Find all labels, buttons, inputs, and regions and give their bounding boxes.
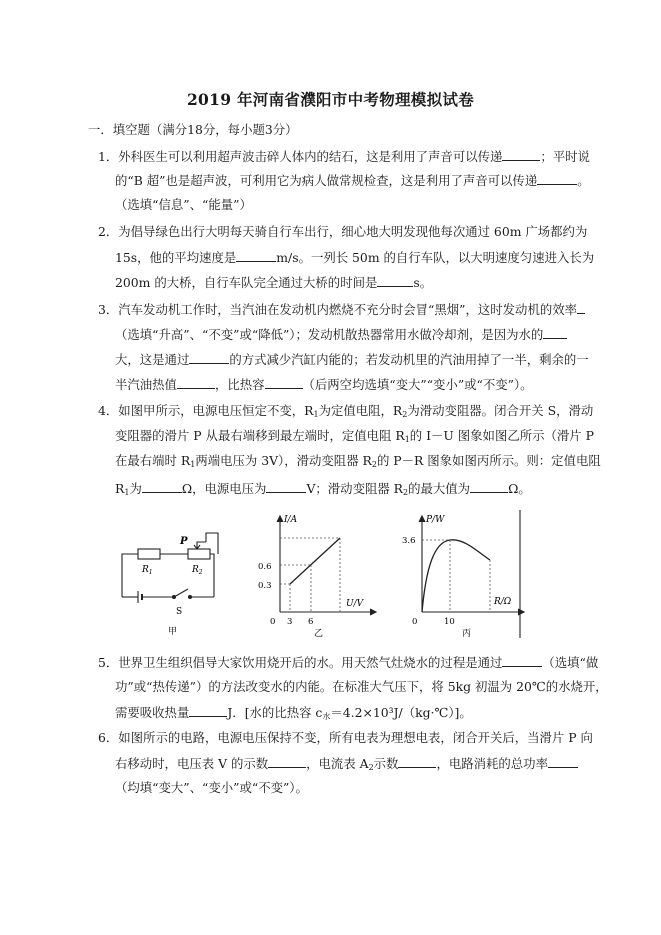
x-tick-label: 6	[308, 617, 314, 627]
q3-text-e: 半汽油热值	[115, 377, 177, 392]
question-1-line-3: （选填“信息”、“能量”）	[115, 197, 252, 212]
question-1-line-1	[98, 148, 590, 165]
q5-text-c: 需要吸收热量	[115, 705, 190, 720]
question-3-line-3	[115, 351, 589, 368]
q6-text-a: 右移动时，电压表 V 的示数	[115, 756, 269, 771]
y-tick-label: 0.6	[258, 562, 272, 572]
question-6-line-3: （均填“变大”、“变小”或“不变”）。	[115, 780, 308, 795]
q4-text-f: 在最右端时 R	[115, 453, 191, 468]
answer-blank[interactable]	[265, 376, 303, 389]
answer-blank[interactable]	[537, 172, 577, 185]
x-tick-label: 3	[287, 617, 293, 627]
answer-blank[interactable]	[236, 249, 276, 262]
q1-text-b: ；平时说	[540, 149, 590, 164]
page-title: 2019 年河南省濮阳市中考物理模拟试卷	[186, 90, 475, 109]
q4-text-m: 的最大值为	[408, 481, 471, 496]
y-tick-label: 0.3	[258, 581, 272, 591]
subscript: 2	[403, 488, 409, 497]
switch-label: S	[176, 607, 183, 617]
question-3-line-1	[98, 301, 585, 318]
q4-text-d: 变阻器的滑片 P 从最右端移到最左端时，定值电阻 R	[115, 428, 405, 443]
q5-text-d: J．[水的比热容 c	[227, 705, 323, 720]
q6-text-c: 示数	[373, 756, 399, 771]
x-axis-label: R/Ω	[494, 597, 512, 607]
q4-text-e: 的 I－U 图象如图乙所示（滑片 P	[409, 428, 594, 443]
q2-text-d: s。	[413, 275, 433, 290]
subscript: 2	[371, 460, 377, 469]
subscript: 1	[404, 435, 410, 444]
q3-text-b: （选填“升高”、“不变”或“降低”）；发动机散热器常用水做冷却剂，是因为水的	[115, 327, 544, 342]
r2-label: $R_2$	[192, 565, 203, 576]
question-4-line-4	[115, 480, 531, 501]
q2-text-b: m/s。一列长 50m 的自行车队，以大明速度匀速进入长为	[276, 250, 595, 265]
x-tick-label: 10	[444, 617, 455, 627]
q3-text-d: 的方式减少汽缸内能的；若发动机里的汽油用掉了一半，剩余的一	[229, 352, 589, 367]
section-heading: 一．填空题（满分18分，每小题3分）	[88, 122, 298, 137]
q3-text-a: 3．汽车发动机工作时，当汽油在发动机内燃烧不充分时会冒“黑烟”，这时发动机的效率	[98, 302, 578, 317]
answer-blank[interactable]	[268, 755, 306, 768]
x-axis-label: U/V	[346, 599, 364, 609]
y-tick-label: 3.6	[402, 536, 416, 546]
answer-blank[interactable]	[577, 301, 585, 314]
subscript: 1	[190, 460, 196, 469]
subscript: 1	[313, 410, 319, 419]
question-5-line-3	[115, 704, 472, 725]
answer-blank[interactable]	[177, 376, 215, 389]
q4-text-l: V；滑动变阻器 R	[306, 481, 404, 496]
pr-curve	[422, 540, 490, 612]
q1-text-c: 的“B 超”也是超声波，可利用它为病人做常规检查，这是利用了声音可以传递	[115, 173, 538, 188]
q1-text-a: 1．外科医生可以利用超声波击碎人体内的结石，这是利用了声音可以传递	[98, 149, 503, 164]
q4-text-n: Ω。	[508, 481, 531, 496]
origin-label: 0	[270, 617, 276, 627]
subscript: 2	[368, 763, 374, 772]
q4-text-j: 为	[129, 481, 142, 496]
question-4-line-3	[115, 453, 601, 473]
q6-text-b: ，电流表 A	[306, 756, 369, 771]
q2-text-c: 200m 的大桥，自行车队完全通过大桥的时间是	[115, 275, 378, 290]
question-2-line-3	[115, 274, 432, 291]
answer-blank[interactable]	[502, 654, 542, 667]
answer-blank[interactable]	[548, 755, 578, 768]
answer-blank[interactable]	[398, 755, 436, 768]
q5-text-b: （选填“做	[542, 655, 599, 670]
question-4-line-2	[115, 428, 594, 448]
q5-text-a: 5．世界卫生组织倡导大家饮用烧开后的水。用天然气灶烧水的过程是通过	[98, 655, 503, 670]
y-axis-label: I/A	[284, 515, 298, 525]
resistor-r2	[188, 549, 210, 559]
origin-label: 0	[412, 617, 418, 627]
q4-text-i: R	[115, 481, 125, 496]
answer-blank[interactable]	[377, 274, 413, 287]
question-5-line-1	[98, 654, 598, 671]
question-3-line-2	[115, 326, 567, 343]
answer-blank[interactable]	[189, 351, 229, 364]
question-1-line-2	[115, 172, 590, 189]
q2-text-a: 15s，他的平均速度是	[115, 250, 237, 265]
figure-caption-jia: 甲	[168, 627, 178, 637]
question-3-line-4	[115, 376, 533, 393]
answer-blank[interactable]	[543, 326, 567, 339]
q4-text-a: 4．如图甲所示，电源电压恒定不变，R	[98, 403, 314, 418]
q4-text-h: 的 P－R 图象如图丙所示。则：定值电阻	[376, 453, 601, 468]
q4-text-g: 两端电压为 3V），滑动变阻器 R	[195, 453, 372, 468]
y-axis-label: P/W	[426, 515, 445, 525]
subscript: 2	[402, 410, 408, 419]
q4-text-c: 为滑动变阻器。闭合开关 S，滑动	[407, 403, 594, 418]
iu-graph-yi	[252, 508, 384, 640]
answer-blank[interactable]	[502, 148, 540, 161]
subscript: 水	[322, 712, 331, 721]
question-2-line-2	[115, 249, 594, 266]
answer-blank[interactable]	[142, 480, 182, 493]
iu-line	[290, 538, 340, 584]
figure-caption-yi: 乙	[314, 629, 324, 639]
q1-text-d: 。	[577, 173, 590, 188]
pr-graph-bing	[398, 508, 530, 640]
q6-text-d: ，电路消耗的总功率	[436, 756, 548, 771]
q3-text-c: 大，这是通过	[115, 352, 190, 367]
answer-blank[interactable]	[266, 480, 306, 493]
resistor-r1	[138, 549, 160, 559]
question-5-line-2: 功”或“热传递”）的方法改变水的内能。在标准大气压下，将 5kg 初温为 20℃的水烧开，	[115, 679, 608, 694]
q4-text-k: Ω，电源电压为	[181, 481, 267, 496]
subscript: 1	[124, 488, 130, 497]
figure-caption-bing: 丙	[462, 629, 472, 639]
q5-text-e: ＝4.2×10³J/（kg·℃）]。	[330, 705, 472, 720]
answer-blank[interactable]	[470, 480, 508, 493]
question-2-line-1: 2．为倡导绿色出行大明每天骑自行车出行，细心地大明发现他每次通过 60m 广场都约为	[98, 224, 588, 239]
question-6-line-2	[115, 755, 578, 776]
slider-p-label: P	[180, 536, 188, 547]
r1-label: $R_1$	[142, 565, 153, 576]
q3-text-f: ，比热容	[214, 377, 265, 392]
q4-text-b: 为定值电阻，R	[318, 403, 403, 418]
q3-text-g: （后两空均选填“变大”“变小”或“不变”）。	[302, 377, 533, 392]
question-6-line-1: 6．如图所示的电路，电源电压保持不变，所有电表为理想电表，闭合开关后，当滑片 P 向	[98, 730, 593, 745]
circuit-figure-jia	[108, 530, 240, 640]
answer-blank[interactable]	[189, 704, 227, 717]
question-4-line-1	[98, 403, 593, 423]
